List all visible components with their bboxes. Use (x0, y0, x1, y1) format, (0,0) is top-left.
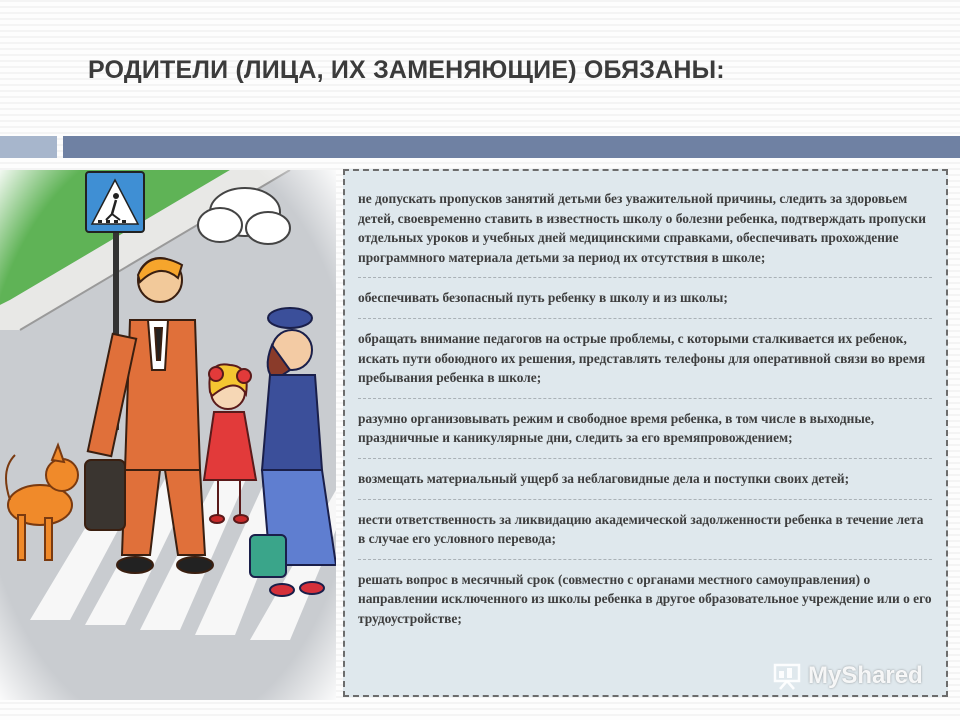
list-item: нести ответственность за ликвидацию академической задолженности ребенка в течение лета в случае его условного перевода; (358, 510, 932, 560)
list-item: возмещать материальный ущерб за неблаговидные дела и поступки своих детей; (358, 469, 932, 500)
list-item: решать вопрос в месячный срок (совместно с органами местного самоуправления) о направлении исключенного из школы ребенка в другое образовательное учреждение или о его трудоустройстве; (358, 571, 932, 626)
list-item: разумно организовывать режим и свободное время ребенка, в том числе в выходные, праздничные и каникулярные дни, следить за его времяпровождением; (358, 409, 932, 459)
accent-bar-left (0, 136, 57, 158)
crosswalk-illustration (0, 170, 336, 700)
watermark-text: MyShared (808, 662, 923, 689)
list-item: обращать внимание педагогов на острые проблемы, с которыми сталкивается их ребенок, искать пути обоюдного их решения, представлять телефоны для оперативной связи во время пребывания ребенка в школе; (358, 329, 932, 399)
list-item: обеспечивать безопасный путь ребенку в школу и из школы; (358, 288, 932, 319)
accent-bar-right (63, 136, 960, 158)
slide-title: РОДИТЕЛИ (ЛИЦА, ИХ ЗАМЕНЯЮЩИЕ) ОБЯЗАНЫ: (88, 56, 725, 84)
list-item: не допускать пропусков занятий детьми без уважительной причины, следить за здоровьем детей, своевременно ставить в известность школу о болезни ребенка, подтверждать пропуски отдельных уроков и учебных дней медицинскими справками, обеспечивать прохождение программного материала детьми за период их отсутствия в школе; (358, 189, 932, 278)
parent-obligations-list (343, 169, 948, 697)
